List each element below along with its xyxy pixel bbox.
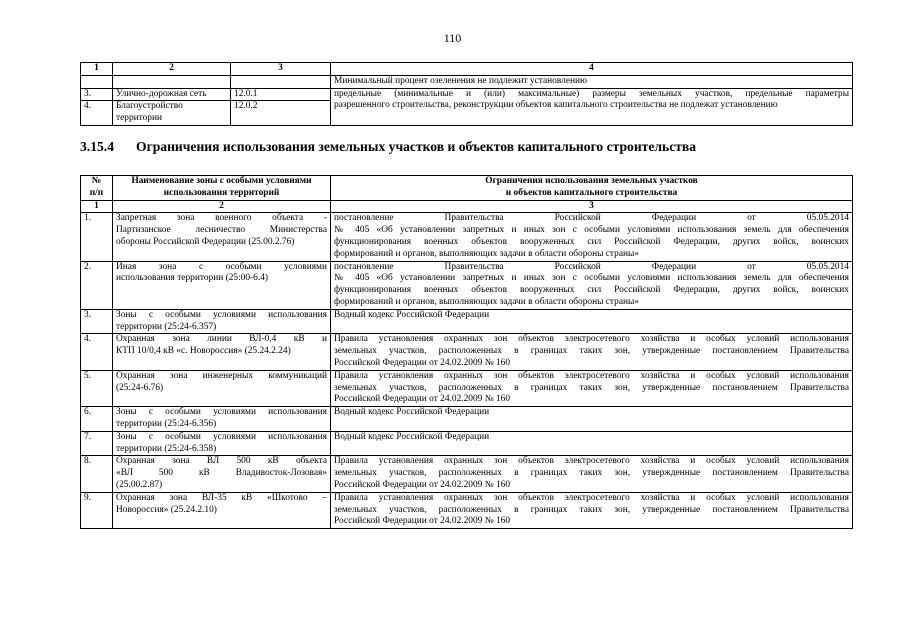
table-row bbox=[81, 88, 853, 101]
header-line: п/п bbox=[89, 187, 104, 198]
zone-name bbox=[113, 407, 331, 432]
table-row bbox=[81, 75, 853, 88]
table-row bbox=[81, 213, 853, 261]
restriction-cell bbox=[331, 213, 853, 261]
zone-name-line: Партизанское лесничество Министерства bbox=[116, 225, 327, 236]
zone-name bbox=[113, 309, 331, 334]
row-number: 8. bbox=[81, 456, 113, 492]
header-line: использования территорий bbox=[163, 187, 280, 198]
header-cell bbox=[81, 176, 113, 201]
header-cell: 1 bbox=[81, 63, 113, 76]
zone-name-line: Охранная зона линии ВЛ-0,4 кВ и bbox=[116, 334, 327, 345]
zone-name-line: Охранная зона ВЛ-35 кВ «Шкотово – bbox=[116, 492, 327, 503]
section-number: 3.15.4 bbox=[80, 139, 114, 154]
restriction-line: Российской Федерации от 24.02.2009 № 160 bbox=[334, 394, 511, 405]
table-row bbox=[81, 334, 853, 370]
zone-name-line: обороны Российской Федерации (25.00.2.76) bbox=[116, 236, 295, 247]
header-cell: 3 bbox=[231, 63, 331, 76]
land-use-code: 12.0.2 bbox=[231, 101, 331, 126]
section-title: Ограничения использования земельных участков и объектов капитального строительства bbox=[136, 139, 697, 154]
restriction-line: формирований и органов, выполняющих задачи в области обороны страны» bbox=[334, 296, 639, 307]
restriction-cell bbox=[331, 407, 853, 432]
zone-name bbox=[113, 261, 331, 309]
table-row bbox=[81, 370, 853, 406]
column-number-row bbox=[81, 200, 853, 213]
parameters-cell bbox=[331, 88, 853, 125]
row-number: 4. bbox=[81, 101, 113, 126]
land-use-name: Благоустройство территории bbox=[113, 101, 231, 126]
zones-body bbox=[81, 213, 853, 529]
zone-name bbox=[113, 213, 331, 261]
zone-name bbox=[113, 492, 331, 528]
zone-name-line: территории (25:24-6.358) bbox=[116, 443, 217, 454]
restriction-line: Правила установления охранных зон объектов электросетевого хозяйства и особых условий использования bbox=[334, 492, 849, 503]
restriction-line: земельных участков, расположенных в границах таких зон, утвержденные постановлением Правительства bbox=[334, 382, 849, 393]
row-number: 3. bbox=[81, 309, 113, 334]
zones-table bbox=[80, 175, 853, 529]
zone-name-line: территории (25:24-6.357) bbox=[116, 321, 217, 332]
restriction-line: Правила установления охранных зон объектов электросетевого хозяйства и особых условий использования bbox=[334, 370, 849, 381]
zone-name bbox=[113, 456, 331, 492]
header-line: и объектов капитального строительства bbox=[505, 187, 678, 198]
row-number: 3. bbox=[81, 88, 113, 101]
zone-name bbox=[113, 431, 331, 456]
row-number: 5. bbox=[81, 370, 113, 406]
restriction-cell bbox=[331, 456, 853, 492]
zone-name-line: Охранная зона ВЛ 500 кВ объекта bbox=[116, 456, 327, 467]
zone-name-line: (25:24-6.76) bbox=[116, 382, 164, 393]
restriction-line: формирований и органов, выполняющих задачи в области обороны страны» bbox=[334, 248, 639, 259]
section-heading bbox=[80, 139, 696, 155]
restriction-line: постановление Правительства Российской Федерации от 05.05.2014 bbox=[334, 213, 849, 224]
zone-name-line: Зоны с особыми условиями использования bbox=[116, 309, 327, 320]
table-header-row bbox=[81, 176, 853, 201]
zone-name bbox=[113, 334, 331, 370]
zone-name-line: КТП 10/0,4 кВ «с. Новороссия» (25.24.2.24) bbox=[116, 346, 291, 357]
zone-name-line: Запретная зона военного объекта - bbox=[116, 213, 327, 224]
land-use-table bbox=[80, 62, 853, 126]
restriction-cell bbox=[331, 370, 853, 406]
row-number: 6. bbox=[81, 407, 113, 432]
zone-name-line: использования территории (25:00-6.4) bbox=[116, 273, 269, 284]
restriction-cell bbox=[331, 492, 853, 528]
restriction-line: Водный кодекс Российской Федерации bbox=[334, 407, 490, 418]
land-use-name: Улично-дорожная сеть bbox=[113, 88, 231, 101]
restriction-line: № 405 «Об установлении запретных и иных зон с особыми условиями использования земель для обеспечения bbox=[334, 273, 849, 284]
table-row bbox=[81, 407, 853, 432]
row-number: 4. bbox=[81, 334, 113, 370]
header-cell: 2 bbox=[113, 63, 231, 76]
zone-name bbox=[113, 370, 331, 406]
page-number: 110 bbox=[443, 31, 462, 45]
column-number: 2 bbox=[113, 200, 331, 213]
restriction-line: Российской Федерации от 24.02.2009 № 160 bbox=[334, 357, 511, 368]
restriction-line: функционирования военных объектов вооруженных сил Российской Федерации, других войск, воинских bbox=[334, 285, 849, 296]
restriction-line: Правила установления охранных зон объектов электросетевого хозяйства и особых условий использования bbox=[334, 456, 849, 467]
restriction-line: функционирования военных объектов вооруженных сил Российской Федерации, других войск, воинских bbox=[334, 236, 849, 247]
restriction-line: Российской Федерации от 24.02.2009 № 160 bbox=[334, 479, 511, 490]
restriction-line: земельных участков, расположенных в границах таких зон, утвержденные постановлением Правительства bbox=[334, 504, 849, 515]
header-cell bbox=[113, 176, 331, 201]
table-row bbox=[81, 309, 853, 334]
table-row bbox=[81, 261, 853, 309]
table-row bbox=[81, 492, 853, 528]
restriction-cell bbox=[331, 334, 853, 370]
header-cell bbox=[331, 176, 853, 201]
zone-name-line: Новороссия» (25.24.2.10) bbox=[116, 504, 217, 515]
column-number: 1 bbox=[81, 200, 113, 213]
row-number: 2. bbox=[81, 261, 113, 309]
column-number: 3 bbox=[331, 200, 853, 213]
row-number: 7. bbox=[81, 431, 113, 456]
restriction-line: Водный кодекс Российской Федерации bbox=[334, 309, 490, 320]
restriction-cell bbox=[331, 261, 853, 309]
row-number: 1. bbox=[81, 213, 113, 261]
header-line: № bbox=[91, 176, 102, 186]
land-use-code: 12.0.1 bbox=[231, 88, 331, 101]
zone-name-line: (25.00.2.87) bbox=[116, 479, 163, 490]
table-row bbox=[81, 456, 853, 492]
parameters-line: разрешенного строительства, реконструкции объектов капитального строительства не подлежат установлению bbox=[334, 100, 778, 111]
restriction-line: земельных участков, расположенных в границах таких зон, утвержденные постановлением Правительства bbox=[334, 346, 849, 357]
zone-name-line: Зоны с особыми условиями использования bbox=[116, 431, 327, 442]
restriction-line: Водный кодекс Российской Федерации bbox=[334, 431, 490, 442]
restriction-line: № 405 «Об установлении запретных и иных зон с особыми условиями использования земель для обеспечения bbox=[334, 225, 849, 236]
zone-name-line: территории (25:24-6.356) bbox=[116, 418, 217, 429]
restriction-line: Правила установления охранных зон объектов электросетевого хозяйства и особых условий использования bbox=[334, 334, 849, 345]
zone-name-line: «ВЛ 500 кВ Владивосток-Лозовая» bbox=[116, 468, 327, 479]
zone-name-line: Зоны с особыми условиями использования bbox=[116, 407, 327, 418]
restriction-line: Российской Федерации от 24.02.2009 № 160 bbox=[334, 516, 511, 527]
zone-name-line: Охранная зона инженерных коммуникаций bbox=[116, 370, 327, 381]
header-line: Наименование зоны с особыми условиями bbox=[131, 176, 312, 186]
restriction-line: земельных участков, расположенных в границах таких зон, утвержденные постановлением Правительства bbox=[334, 468, 849, 479]
header-line: Ограничения использования земельных участков bbox=[485, 176, 698, 186]
parameters-line: предельные (минимальные и (или) максимальные) размеры земельных участков, предельные параметры bbox=[334, 88, 849, 99]
note-cell: Минимальный процент озеленения не подлежит установлению bbox=[331, 75, 853, 88]
header-cell: 4 bbox=[331, 63, 853, 76]
restriction-line: постановление Правительства Российской Федерации от 05.05.2014 bbox=[334, 261, 849, 272]
restriction-cell bbox=[331, 431, 853, 456]
table-row bbox=[81, 431, 853, 456]
restriction-cell bbox=[331, 309, 853, 334]
table-header-row bbox=[81, 63, 853, 76]
zone-name-line: Иная зона с особыми условиями bbox=[116, 261, 327, 272]
row-number: 9. bbox=[81, 492, 113, 528]
